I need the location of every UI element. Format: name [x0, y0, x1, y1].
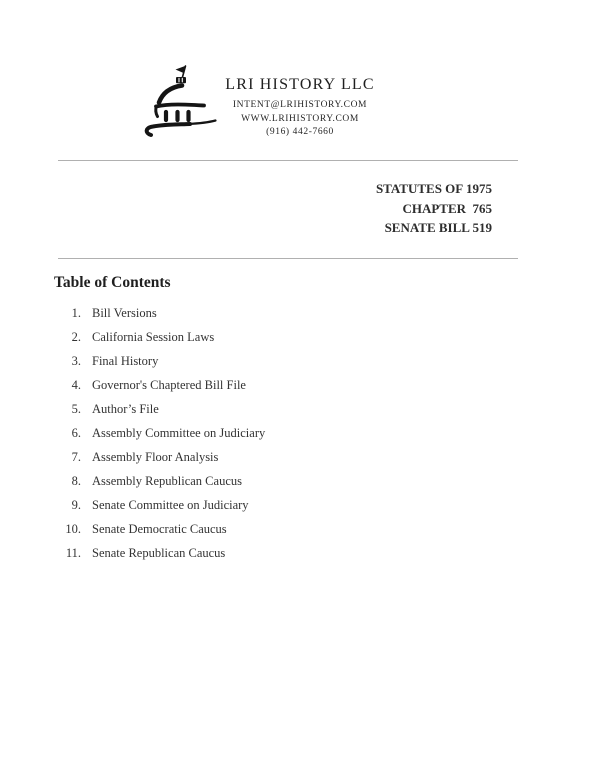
company-email: INTENT@LRIHISTORY.COM	[232, 100, 368, 110]
toc-item-label: Author’s File	[92, 401, 159, 416]
senate-bill-line: SENATE BILL 519	[384, 220, 492, 235]
toc-item-label: Bill Versions	[92, 305, 157, 320]
toc-item-label: Assembly Floor Analysis	[92, 449, 219, 464]
divider-top	[58, 160, 518, 161]
letterhead	[180, 76, 420, 140]
toc-item-label: Assembly Republican Caucus	[92, 473, 242, 488]
toc-item	[54, 349, 265, 373]
toc-item	[54, 493, 265, 517]
toc-item-label: Senate Committee on Judiciary	[92, 497, 249, 512]
toc-item	[54, 541, 265, 565]
company-phone: (916) 442-7660	[266, 127, 334, 137]
toc-item-number: 11.	[65, 545, 81, 560]
toc-list	[54, 301, 265, 565]
toc-item-number: 7.	[71, 449, 81, 464]
toc-item-label: California Session Laws	[92, 329, 215, 344]
toc-item-number: 8.	[71, 473, 81, 488]
chapter-line: CHAPTER 765	[402, 200, 492, 216]
toc-item	[54, 301, 265, 325]
toc-item-number: 1.	[71, 305, 81, 320]
toc-item-label: Senate Democratic Caucus	[92, 521, 227, 536]
toc-item	[54, 421, 265, 445]
toc-item	[54, 373, 265, 397]
company-name: LRI HISTORY LLC	[225, 76, 375, 93]
toc-item-number: 4.	[71, 377, 81, 392]
toc-item-label: Governor's Chaptered Bill File	[92, 377, 246, 392]
statute-reference	[376, 179, 492, 238]
toc-item-label: Senate Republican Caucus	[92, 545, 226, 560]
toc-item	[54, 469, 265, 493]
divider-bottom	[58, 258, 518, 259]
toc-item-number: 6.	[71, 425, 81, 440]
toc-item-number: 3.	[71, 353, 81, 368]
toc-item	[54, 445, 265, 469]
statutes-line: STATUTES OF 1975	[375, 181, 492, 196]
toc-item-number: 10.	[65, 521, 81, 536]
toc-item	[54, 517, 265, 541]
toc-item	[54, 397, 265, 421]
toc-item-number: 5.	[71, 401, 81, 416]
toc-item-label: Final History	[92, 353, 159, 368]
toc-heading: Table of Contents	[54, 274, 171, 291]
company-website: WWW.LRIHISTORY.COM	[241, 113, 359, 124]
toc-item-number: 9.	[71, 497, 81, 512]
toc-item-label: Assembly Committee on Judiciary	[92, 425, 266, 440]
toc-item-number: 2.	[71, 329, 81, 344]
toc-item	[54, 325, 265, 349]
